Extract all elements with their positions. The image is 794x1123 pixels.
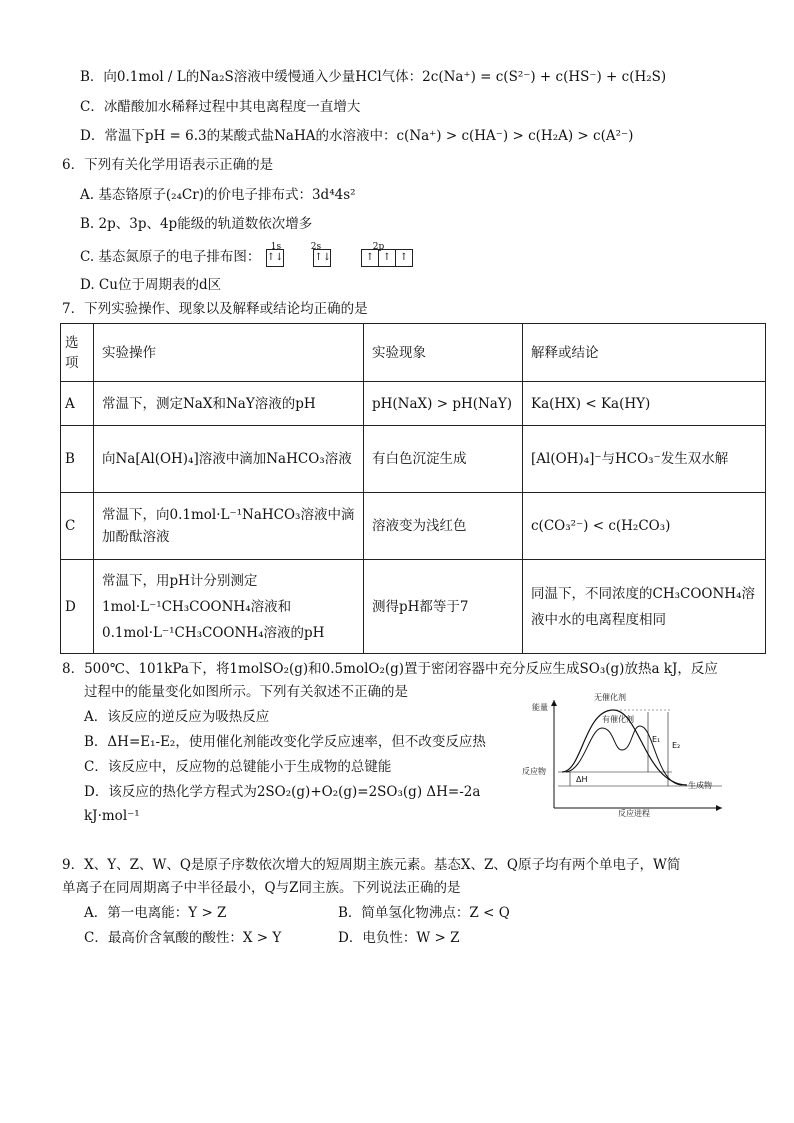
row-option: D	[61, 560, 94, 654]
q5-option-c: C．冰醋酸加水稀释过程中其电离程度一直增大	[80, 99, 361, 115]
q8-stem-line2: 过程中的能量变化如图所示。下列有关叙述不正确的是	[84, 684, 408, 700]
header-phenomenon: 实验现象	[364, 324, 523, 382]
catalyst-label: 有催化剂	[602, 715, 634, 724]
y-axis-arrow	[551, 700, 557, 706]
row-option: C	[61, 493, 94, 560]
orbital-label-2s: 2s	[310, 242, 322, 252]
orbital-label-2p: 2p	[372, 242, 385, 252]
e2-label: E₂	[672, 741, 681, 750]
header-operation: 实验操作	[94, 324, 364, 382]
row-phenomenon: 测得pH都等于7	[364, 560, 523, 654]
q9-stem-line2: 单离子在同周期离子中半径最小，Q与Z同主族。下列说法正确的是	[62, 880, 461, 896]
table-row	[61, 560, 766, 654]
orbital-2p-y: ↑	[378, 249, 396, 267]
table-row	[61, 493, 766, 560]
q6-option-a: A. 基态铬原子(₂₄Cr)的价电子排布式：3d⁴4s²	[80, 187, 356, 203]
q8-option-a: A．该反应的逆反应为吸热反应	[84, 709, 270, 725]
orbital-2p-z: ↑	[395, 249, 413, 267]
q9-option-c: C．最高价含氧酸的酸性：X > Y	[84, 930, 282, 946]
q9-stem-line1: 9．X、Y、Z、W、Q是原子序数依次增大的短周期主族元素。基态X、Z、Q原子均有两个单电子，W简	[62, 857, 681, 873]
row-phenomenon: 有白色沉淀生成	[364, 426, 523, 493]
experiment-table	[60, 323, 766, 654]
q6-option-b: B. 2p、3p、4p能级的轨道数依次增多	[80, 216, 313, 232]
orbital-1s: ↑↓	[266, 249, 284, 267]
row-operation: 向Na[Al(OH)₄]溶液中滴加NaHCO₃溶液	[94, 426, 364, 493]
row-operation: 常温下，向0.1mol·L⁻¹NaHCO₃溶液中滴加酚酞溶液	[94, 493, 364, 560]
product-label: 生成物	[688, 781, 712, 790]
q6-option-d: D. Cu位于周期表的d区	[80, 277, 222, 293]
row-operation: 常温下，测定NaX和NaY溶液的pH	[94, 382, 364, 426]
delta-h-label: ΔH	[576, 775, 588, 784]
row-option: A	[61, 382, 94, 426]
q8-option-b: B．ΔH=E₁-E₂，使用催化剂能改变化学反应速率，但不改变反应热	[84, 734, 486, 750]
q7-stem: 7．下列实验操作、现象以及解释或结论均正确的是	[62, 301, 368, 317]
row-conclusion: 同温下，不同浓度的CH₃COONH₄溶液中水的电离程度相同	[523, 560, 766, 654]
row-phenomenon: pH(NaX) > pH(NaY)	[364, 382, 523, 426]
row-phenomenon: 溶液变为浅红色	[364, 493, 523, 560]
q5-option-d: D．常温下pH = 6.3的某酸式盐NaHA的水溶液中：c(Na⁺) > c(HA⁻) > c(H₂A) > c(A²⁻)	[80, 128, 634, 144]
orbital-2p-x: ↑	[361, 249, 379, 267]
reactant-label: 反应物	[522, 767, 546, 776]
table-row	[61, 382, 766, 426]
q5-option-b: B．向0.1mol / L的Na₂S溶液中缓慢通入少量HCl气体：2c(Na⁺) = c(S²⁻) + c(HS⁻) + c(H₂S)	[80, 69, 667, 85]
q8-option-d-unit: kJ·mol⁻¹	[84, 808, 140, 824]
row-conclusion: c(CO₃²⁻) < c(H₂CO₃)	[523, 493, 766, 560]
no-catalyst-label: 无催化剂	[594, 693, 626, 702]
x-axis-arrow	[716, 805, 722, 811]
energy-diagram	[522, 690, 732, 818]
orbital-diagram	[266, 242, 413, 267]
header-option: 选项	[61, 324, 94, 382]
q8-option-c: C．该反应中，反应物的总键能小于生成物的总键能	[84, 759, 392, 775]
table-header-row	[61, 324, 766, 382]
q6-option-c	[80, 242, 413, 267]
q8-option-d: D．该反应的热化学方程式为2SO₂(g)+O₂(g)=2SO₃(g) ΔH=-2a	[84, 784, 481, 800]
q9-option-d: D．电负性：W > Z	[338, 930, 460, 946]
q8-stem-line1: 8．500℃、101kPa下，将1molSO₂(g)和0.5molO₂(g)置于密闭容器中充分反应生成SO₃(g)放热a kJ，反应	[62, 661, 718, 677]
row-operation: 常温下，用pH计分别测定1mol·L⁻¹CH₃COONH₄溶液和0.1mol·L⁻¹CH₃COONH₄溶液的pH	[94, 560, 364, 654]
row-option: B	[61, 426, 94, 493]
q6-option-c-text: C. 基态氮原子的电子排布图：	[80, 249, 261, 265]
q6-stem: 6．下列有关化学用语表示正确的是	[62, 157, 274, 173]
q9-option-b: B．简单氢化物沸点：Z < Q	[338, 905, 510, 921]
table-row	[61, 426, 766, 493]
row-conclusion: Ka(HX) < Ka(HY)	[523, 382, 766, 426]
orbital-2s: ↑↓	[313, 249, 331, 267]
row-conclusion: [Al(OH)₄]⁻与HCO₃⁻发生双水解	[523, 426, 766, 493]
x-axis-label: 反应进程	[618, 809, 650, 818]
y-axis-label: 能量	[532, 703, 548, 712]
e1-label: E₁	[652, 735, 661, 744]
q9-option-a: A．第一电离能：Y > Z	[84, 905, 227, 921]
header-conclusion: 解释或结论	[523, 324, 766, 382]
orbital-label-1s: 1s	[270, 242, 282, 252]
